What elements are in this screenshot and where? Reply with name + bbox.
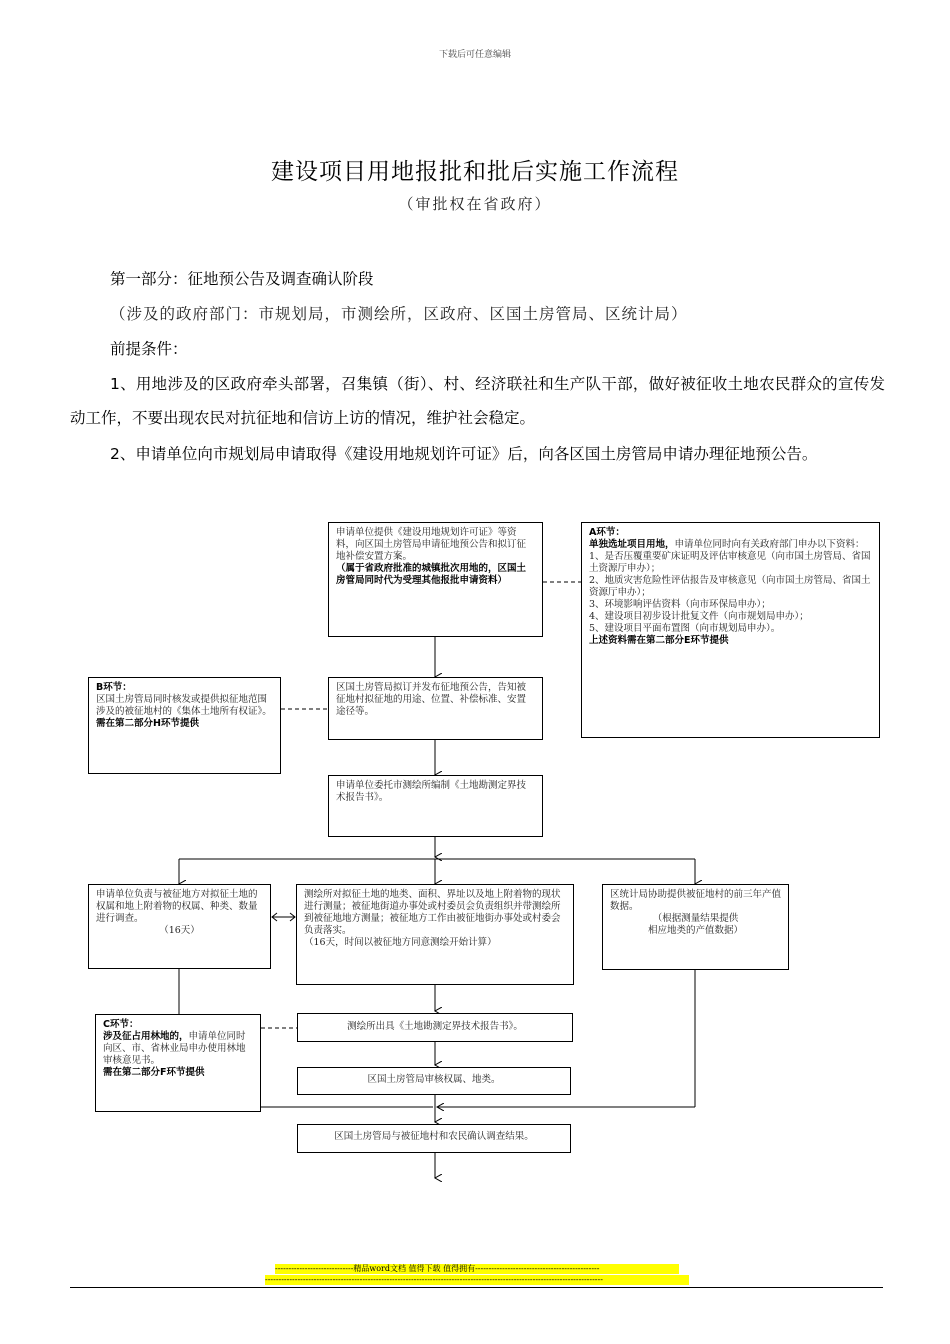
- flow-box-text: 申请单位提供《建设用地规划许可证》等资料，向区国土房管局申请征地预公告和拟订征地补偿安置方案。: [336, 527, 527, 562]
- section-a-item: 4、建设项目初步设计批复文件（向市规划局申办）；: [589, 611, 809, 622]
- flow-box-text: 区国土房管局审核权属、地类。: [367, 1074, 501, 1085]
- section-a-title: A环节：: [589, 527, 625, 538]
- flow-box-output-data: [602, 884, 789, 970]
- flow-box-section-a: [581, 522, 880, 738]
- section-c-footer: 需在第二部分F环节提供: [103, 1067, 205, 1078]
- prerequisite-item-1: 1、用地涉及的区政府牵头部署，召集镇（街）、村、经济联社和生产队干部，做好被征收土地农民群众的宣传发动工作，不要出现农民对抗征地和信访上访的情况，维护社会稳定。: [70, 375, 885, 427]
- flow-box-bold-note: （属于省政府批准的城镇批次用地的，区国土房管局同时代为受理其他报批申请资料）: [336, 563, 527, 586]
- section-a-intro-bold: 单独选址项目用地，: [589, 539, 675, 550]
- flow-box-apply-preannouncement: [328, 522, 543, 637]
- flow-box-section-b: [88, 677, 281, 774]
- flow-box-text: 申请单位负责与被征地方对拟征土地的权属和地上附着物的权属、种类、数量进行调查。: [96, 889, 258, 924]
- flow-box-publish-preannouncement: [328, 677, 543, 740]
- page-subtitle: （审批权在省政府）: [398, 195, 552, 213]
- footer-rule: [70, 1287, 883, 1288]
- flow-box-text: 申请单位委托市测绘所编制《土地勘测定界技术报告书》。: [336, 780, 527, 803]
- section-heading: 第一部分：征地预公告及调查确认阶段: [110, 270, 374, 288]
- prerequisite-item-2: 2、申请单位向市规划局申请取得《建设用地规划许可证》后，向各区国土房管局申请办理征地预公告。: [110, 445, 818, 463]
- flow-box-ownership-survey: [88, 884, 271, 969]
- flow-box-days: （16天，时间以被征地方同意测绘开始计算）: [304, 937, 497, 948]
- flow-box-text: 测绘所对拟征土地的地类、面积、界址以及地上附着物的现状进行测量；被征地街道办事处或村委员会负责组织并带测绘所到被征地地方测量；被征地方工作由被征地街办事处或村委会负责落实。: [304, 889, 561, 936]
- section-a-item: 1、是否压覆重要矿床证明及评估审核意见（向市国土房管局、省国土资源厅申办）；: [589, 551, 871, 574]
- section-b-text: 区国土房管局同时核发或提供拟征地范围涉及的被征地村的《集体土地所有权证》。: [96, 694, 272, 717]
- flow-box-land-measurement: [296, 884, 574, 985]
- section-a-item: 5、建设项目平面布置图（向市规划局申办）。: [589, 623, 781, 634]
- section-a-item: 3、环境影响评估资料（向市环保局申办）；: [589, 599, 771, 610]
- section-b-footer: 需在第二部分H环节提供: [96, 718, 199, 729]
- flow-box-issue-report: [297, 1013, 573, 1042]
- flow-box-text: 区统计局协助提供被征地村的前三年产值数据。: [610, 889, 782, 912]
- flow-box-text: 区国土房管局拟订并发布征地预公告，告知被征地村拟征地的用途、位置、补偿标准、安置途径等。: [336, 682, 527, 717]
- flow-box-days: （16天）: [159, 925, 200, 936]
- section-a-item: 2、地质灾害危险性评估报告及审核意见（向市国土房管局、省国土资源厅申办）；: [589, 575, 871, 598]
- footer-banner-line: -----------------------------------------------------------------------------------------------------------------------------: [265, 1275, 689, 1285]
- section-a-footer: 上述资料需在第二部分E环节提供: [589, 635, 729, 646]
- section-departments: （涉及的政府部门：市规划局，市测绘所，区政府、区国土房管局、区统计局）: [110, 305, 688, 323]
- header-note: 下载后可任意编辑: [438, 50, 511, 60]
- flow-box-review-ownership: [297, 1067, 571, 1095]
- page-title: 建设项目用地报批和批后实施工作流程: [271, 159, 679, 185]
- flow-box-section-c: [95, 1014, 261, 1112]
- section-c-bold: 涉及征占用林地的，: [103, 1031, 189, 1042]
- prerequisite-label: 前提条件：: [110, 340, 188, 358]
- flow-box-note: 相应地类的产值数据）: [647, 925, 743, 936]
- footer-banner: -----------------------------精品word文档 值得下载 值得拥有----------------------------------------------: [275, 1264, 679, 1274]
- section-a-intro: 申请单位同时向有关政府部门申办以下资料：: [674, 539, 865, 550]
- flow-box-commission-survey: [328, 775, 543, 837]
- section-c-title: C环节：: [103, 1019, 139, 1030]
- section-b-title: B环节：: [96, 682, 132, 693]
- section-c-text: 申请单位同时向区、市、省林业局申办使用林地审核意见书。: [103, 1031, 246, 1066]
- flow-box-text: 测绘所出具《土地勘测定界技术报告书》。: [347, 1021, 523, 1032]
- flow-box-text: 区国土房管局与被征地村和农民确认调查结果。: [334, 1131, 534, 1142]
- flow-box-note: （根据测量结果提供: [652, 913, 739, 924]
- flow-box-confirm-results: [297, 1124, 571, 1153]
